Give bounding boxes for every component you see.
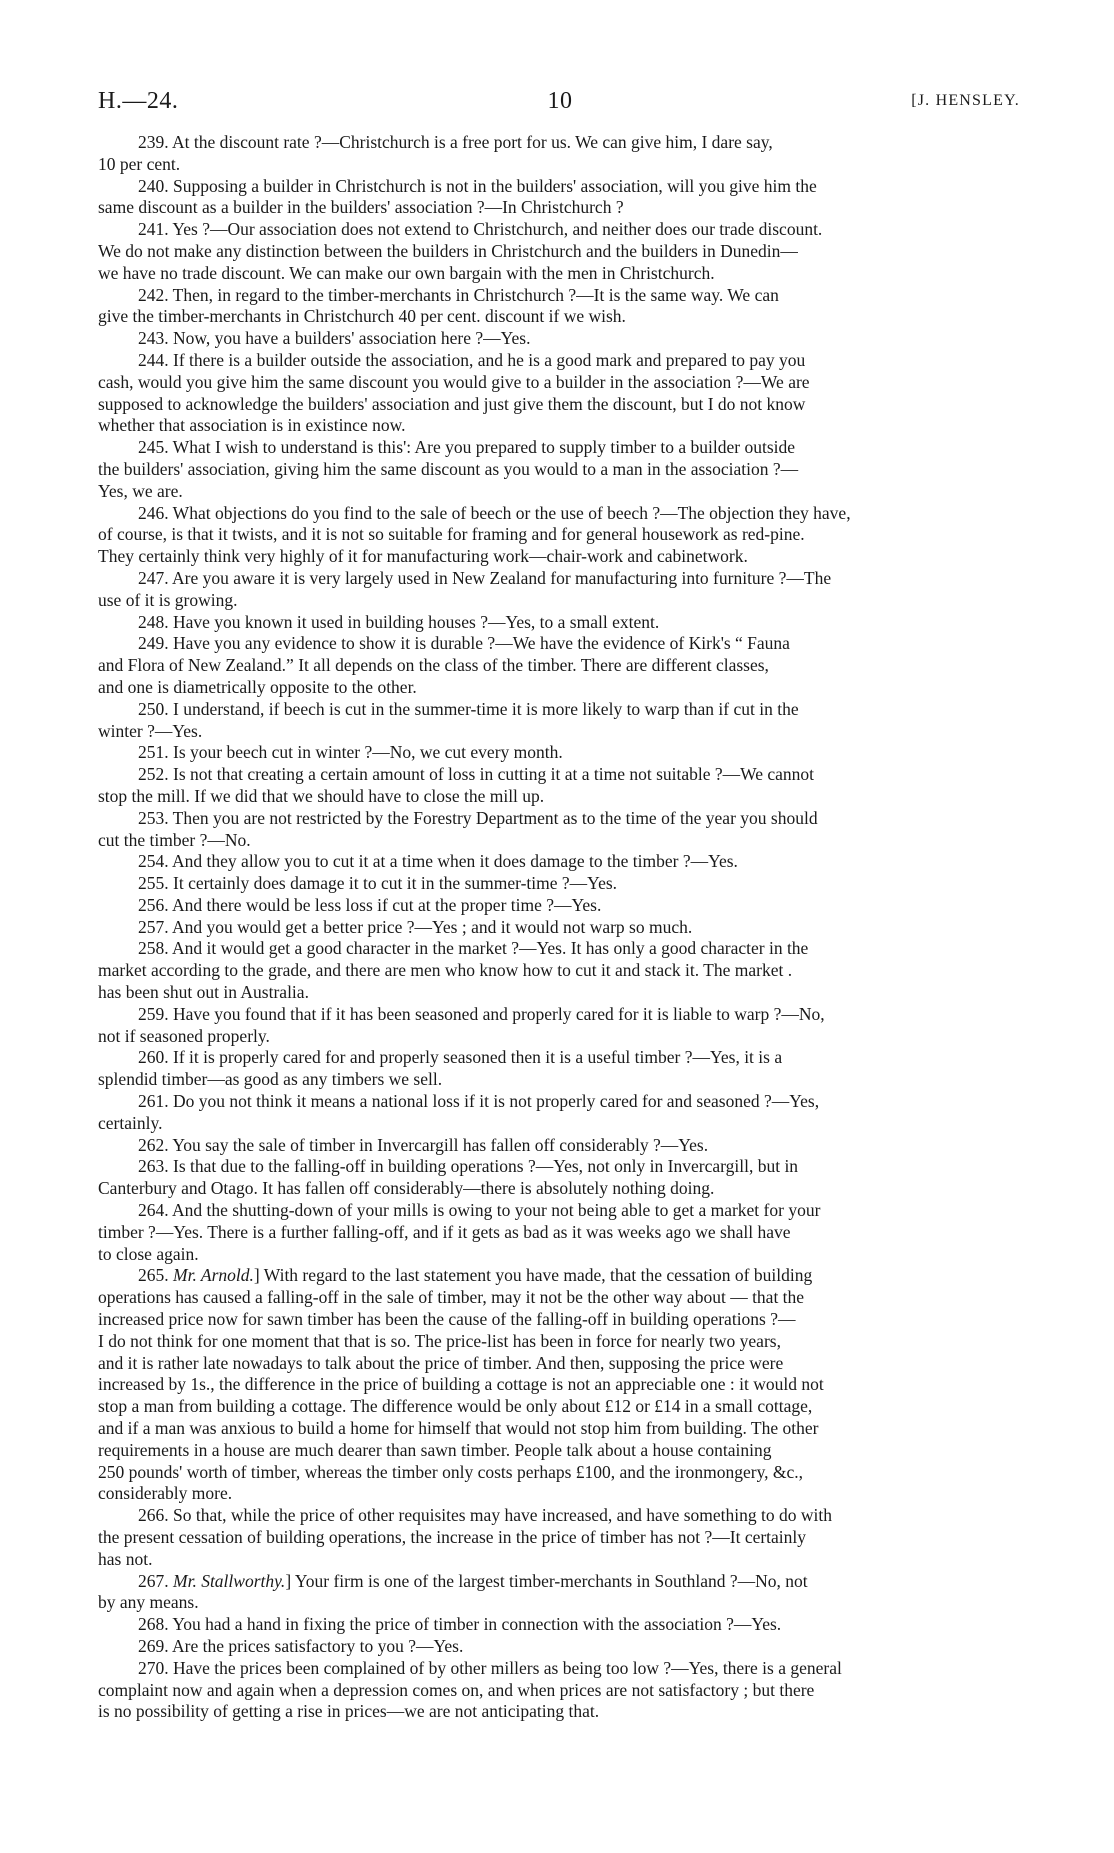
testimony-paragraph: 242. Then, in regard to the timber-merchants in Christchurch ?—It is the same way. We can give the timber-merchants in Christchurch 40 per cent. discount if we wish. [98, 284, 779, 327]
testimony-paragraph [98, 1571, 1020, 1615]
testimony-paragraph: 268. You had a hand in fixing the price of timber in connection with the association ?—Yes. [138, 1614, 782, 1635]
testimony-paragraph: 264. And the shutting-down of your mills is owing to your not being able to get a market for your timber ?—Yes. There is a further falling-off, and if it gets as bad as it was weeks ago we shall have to close again. [98, 1200, 821, 1264]
testimony-paragraph: 253. Then you are not restricted by the Forestry Department as to the time of the year you should cut the timber ?—No. [98, 807, 818, 850]
testimony-paragraph: 258. And it would get a good character in the market ?—Yes. It has only a good character in the market according to the grade, and there are men who know how to cut it and stack it. The market . has been shut out in Australia. [98, 938, 809, 1003]
question-number: 267. [138, 1570, 173, 1591]
testimony-paragraph: 255. It certainly does damage it to cut it in the summer-time ?—Yes. [138, 873, 618, 894]
testimony-paragraph: 245. What I wish to understand is this': Are you prepared to supply timber to a builder outside the builders' association, giving him the same discount as you would to a man in the association ?— Yes, we are. [98, 437, 799, 501]
testimony-paragraph: 243. Now, you have a builders' association here ?—Yes. [138, 328, 531, 349]
document-reference: H.—24. [98, 88, 179, 114]
testimony-paragraph: 240. Supposing a builder in Christchurch is not in the builders' association, will you give him the same discount as a builder in the builders' association ?—In Christchurch ? [98, 175, 817, 218]
testimony-paragraph: 239. At the discount rate ?—Christchurch is a free port for us. We can give him, I dare say, 10 per cent. [98, 132, 773, 174]
testimony-paragraph: 254. And they allow you to cut it at a time when it does damage to the timber ?—Yes. [138, 851, 738, 872]
testimony-paragraph: 244. If there is a builder outside the association, and he is a good mark and prepared to pay you cash, would you give him the same discount you would give to a builder in the association ?—We are supposed to acknowledge the builders' association and just give them the discount, but I do not know whether that association is in existince now. [98, 349, 810, 436]
testimony-paragraph: 252. Is not that creating a certain amount of loss in cutting it at a time not suitable ?—We cannot stop the mill. If we did that we should have to close the mill up. [98, 764, 815, 806]
witness-name: [J. HENSLEY. [911, 92, 1020, 109]
testimony-paragraph [98, 1265, 1020, 1505]
testimony-paragraph: 259. Have you found that if it has been seasoned and properly cared for it is liable to warp ?—No, not if seasoned properly. [98, 1003, 825, 1046]
testimony-paragraph: 266. So that, while the price of other requisites may have increased, and have something to do with the present cessation of building operations, the increase in the price of timber has not ?—It certainly has not. [98, 1505, 832, 1569]
testimony-paragraph: 270. Have the prices been complained of by other millers as being too low ?—Yes, there is a general complaint now and again when a depression comes on, and when prices are not satisfactory ; but there is no possibility of getting a rise in prices—we are not anticipating that. [98, 1657, 842, 1722]
testimony-paragraph: 269. Are the prices satisfactory to you ?—Yes. [138, 1635, 464, 1656]
testimony-paragraph: 241. Yes ?—Our association does not extend to Christchurch, and neither does our trade discount. We do not make any distinction between the builders in Christchurch and the builders in Dunedin— we have no trade discount. We can make our own bargain with the men in Christchurch. [98, 219, 823, 283]
speaker-name: Mr. Arnold. [173, 1265, 254, 1286]
testimony-paragraph: 250. I understand, if beech is cut in the summer-time it is more likely to warp than if cut in the winter ?—Yes. [98, 698, 799, 741]
testimony-paragraph: 262. You say the sale of timber in Invercargill has fallen off considerably ?—Yes. [138, 1134, 709, 1155]
page-header [98, 88, 1020, 120]
testimony-paragraph: 257. And you would get a better price ?—Yes ; and it would not warp so much. [138, 916, 693, 937]
testimony-paragraph: 260. If it is properly cared for and properly seasoned then it is a useful timber ?—Yes, it is a splendid timber—as good as any timbers we sell. [98, 1047, 783, 1090]
testimony-paragraph: 263. Is that due to the falling-off in building operations ?—Yes, not only in Invercargill, but in Canterbury and Otago. It has fallen off considerably—there is absolutely nothing doing. [98, 1156, 799, 1199]
page-number: 10 [547, 88, 573, 114]
question-number: 265. [138, 1265, 173, 1286]
testimony-paragraph: 261. Do you not think it means a national loss if it is not properly cared for and seasoned ?—Yes, certainly. [98, 1091, 820, 1133]
testimony-paragraph: 256. And there would be less loss if cut at the proper time ?—Yes. [138, 894, 602, 915]
testimony-body [98, 132, 1020, 1723]
testimony-paragraph: 246. What objections do you find to the sale of beech or the use of beech ?—The objection they have, of course, is that it twists, and it is not so suitable for framing and for general housework as red-pine. They certainly think very highly of it for manufacturing work—chair-work and cabinetwork. [98, 502, 851, 567]
paragraph-text: ] Your firm is one of the largest timber-merchants in Southland ?—No, not by any means. [98, 1570, 808, 1613]
testimony-paragraph: 248. Have you known it used in building houses ?—Yes, to a small extent. [138, 611, 660, 632]
speaker-name: Mr. Stallworthy. [173, 1570, 286, 1591]
document-page [98, 88, 1020, 1723]
paragraph-text: ] With regard to the last statement you have made, that the cessation of building operations has caused a falling-off in the sale of timber, may it not be the other way about — that the increased price now for sawn timber has been the cause of the falling-off in building operations ?— I do not think for one moment that that is so. The price-list has been in force for nearly two years, and it is rather late nowadays to talk about the price of timber. And then, supposing the price were increased by 1s., the difference in the price of building a cottage is not an appreciable one : it would not stop a man from building a cottage. The difference would be only about £12 or £14 in a small cottage, and if a man was anxious to build a home for himself that would not stop him from building. The other requirements in a house are much dearer than sawn timber. People talk about a house containing 250 pounds' worth of timber, whereas the timber only costs perhaps £100, and the ironmongery, &c., considerably more. [98, 1265, 824, 1504]
testimony-paragraph: 249. Have you any evidence to show it is durable ?—We have the evidence of Kirk's “ Fauna and Flora of New Zealand.” It all depends on the class of the timber. There are different classes, and one is diametrically opposite to the other. [98, 633, 790, 697]
testimony-paragraph: 247. Are you aware it is very largely used in New Zealand for manufacturing into furniture ?—The use of it is growing. [98, 567, 832, 610]
testimony-paragraph: 251. Is your beech cut in winter ?—No, we cut every month. [138, 742, 563, 763]
